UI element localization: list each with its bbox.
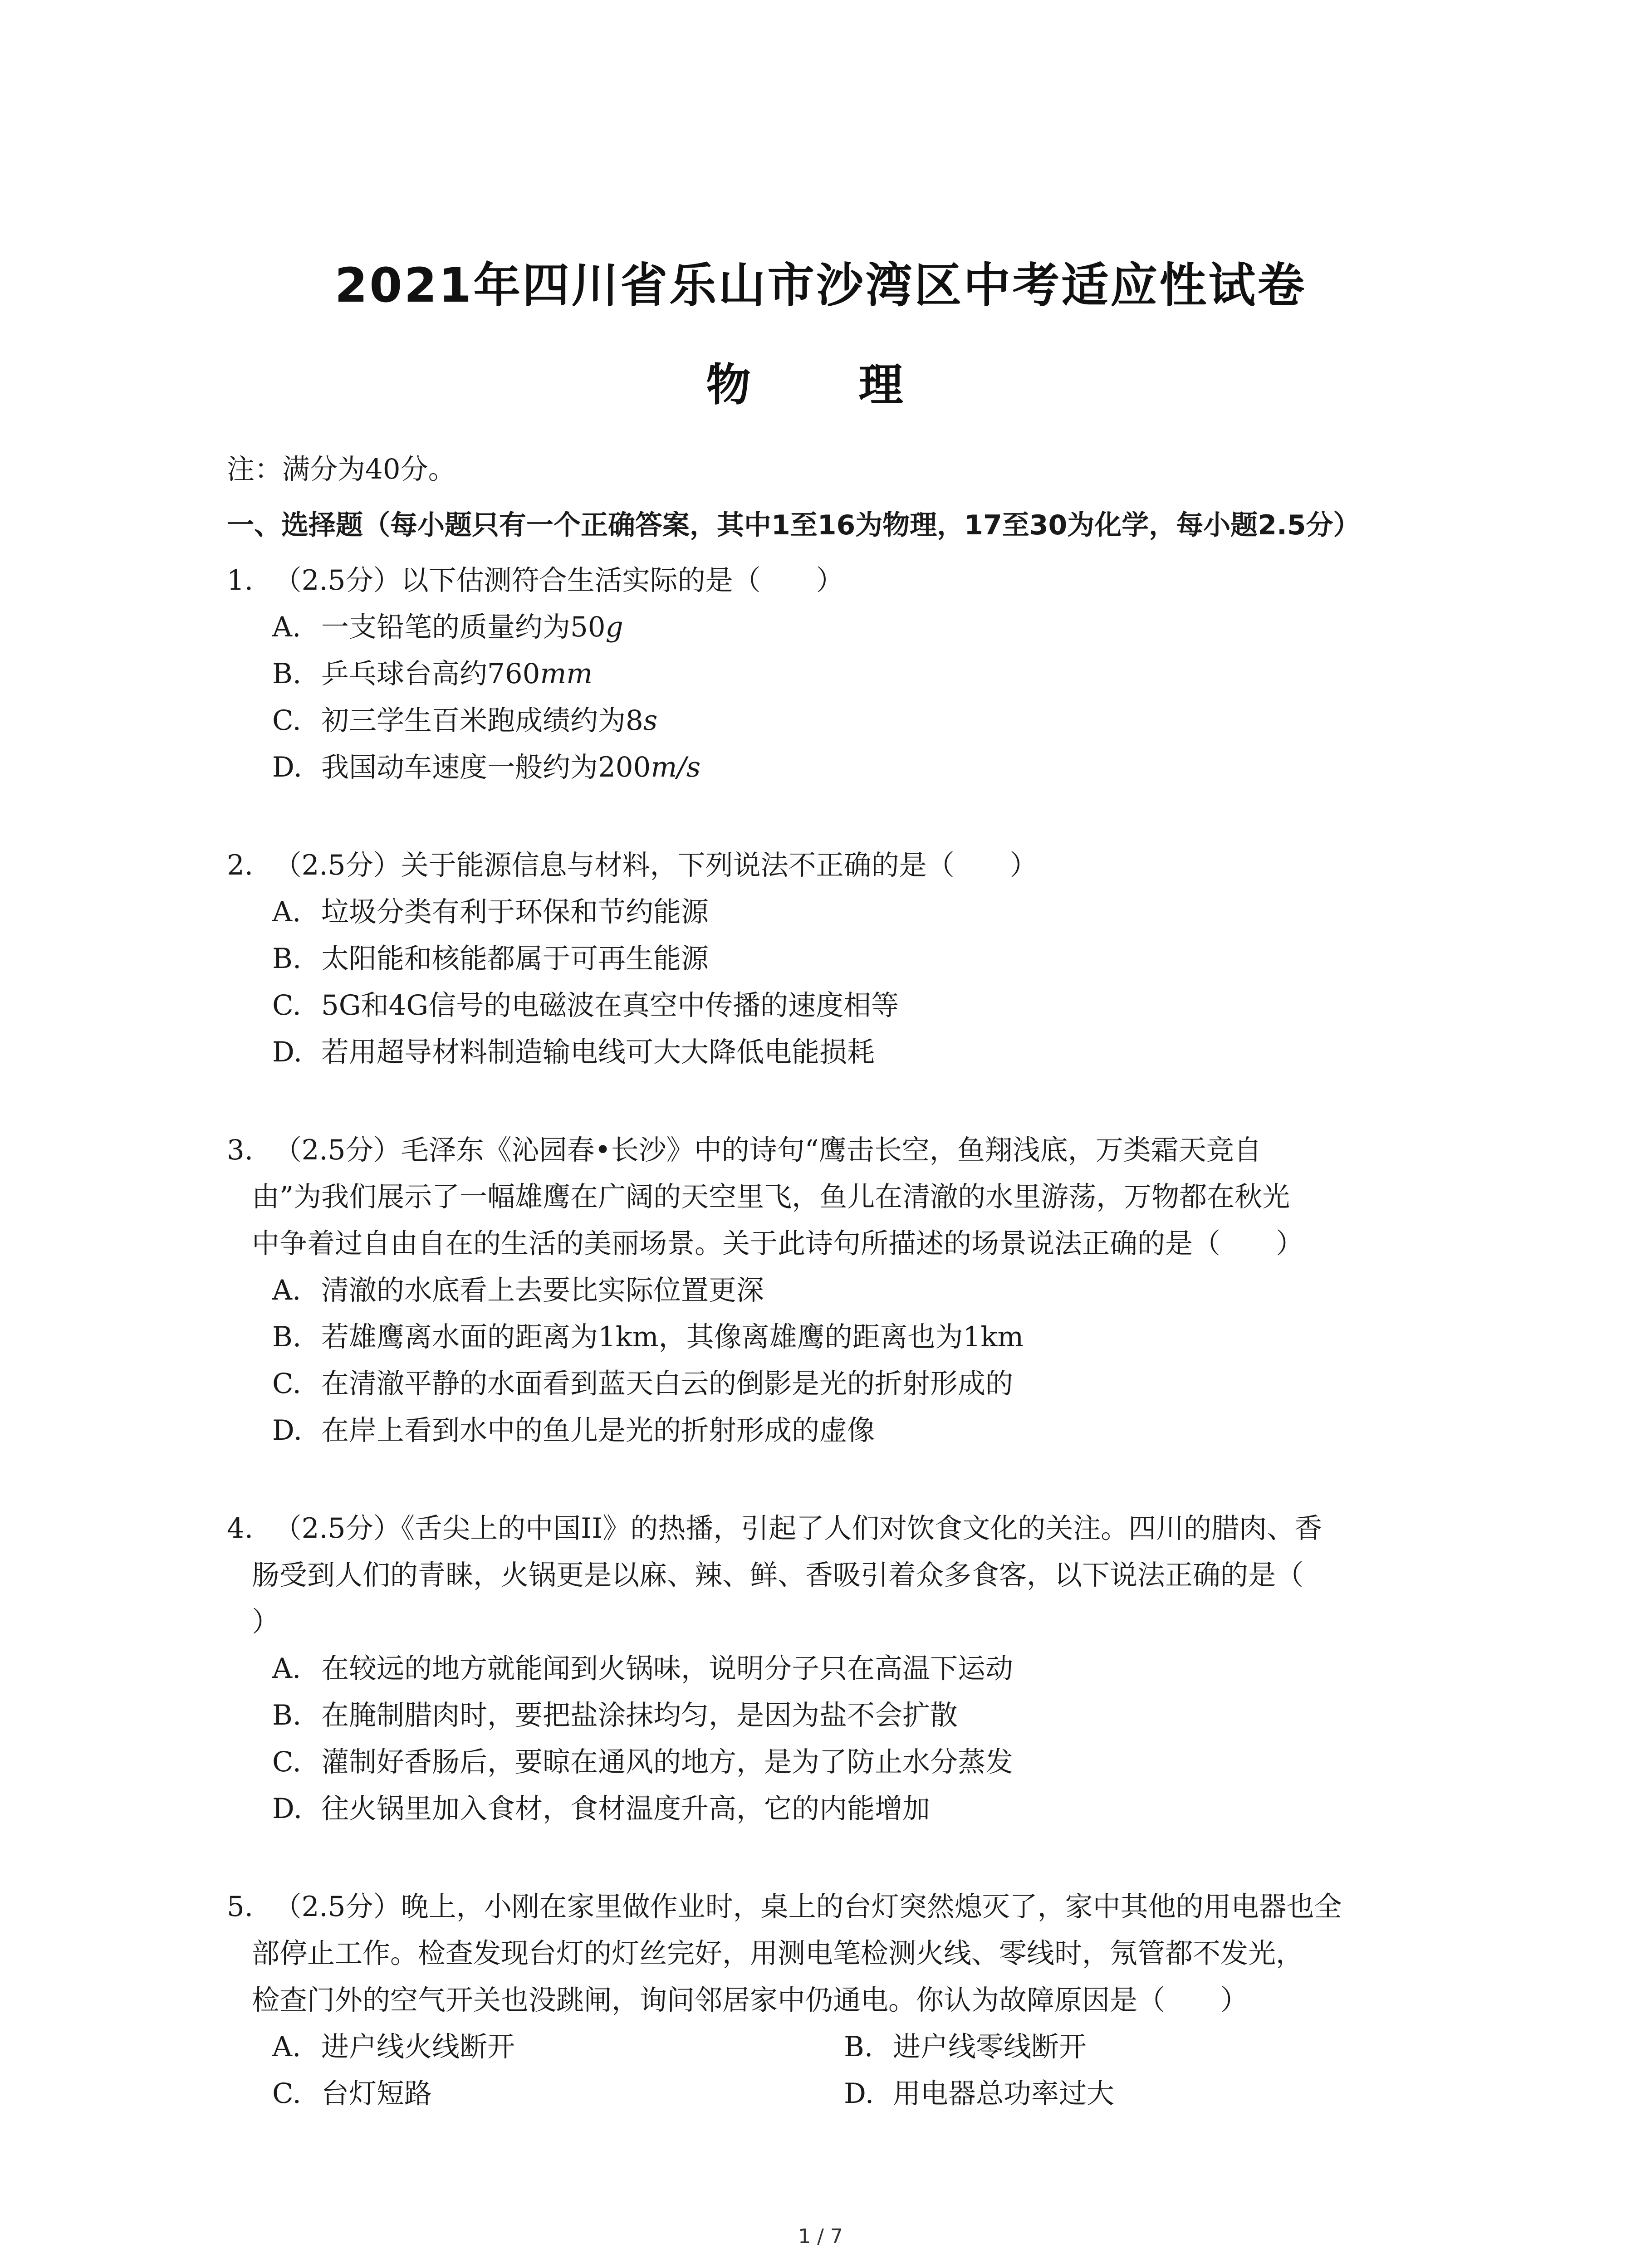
option-unit: s: [643, 704, 658, 737]
option-label: A.: [272, 1274, 301, 1306]
option-text: 进户线零线断开: [893, 2031, 1087, 2063]
question-4-stem-line-3: ）: [252, 1606, 280, 1638]
question-1-stem: [227, 562, 844, 599]
option-text: 我国动车速度一般约为200: [321, 751, 651, 783]
option-text: 在清澈平静的水面看到蓝天白云的倒影是光的折射形成的: [321, 1368, 1014, 1400]
question-1-option-a: [272, 609, 623, 645]
question-number: 2.: [227, 849, 254, 881]
option-unit: g: [605, 611, 623, 643]
question-text: （2.5分）晚上，小刚在家里做作业时，桌上的台灯突然熄灭了，家中其他的用电器也全: [274, 1891, 1342, 1923]
question-4-stem: [227, 1510, 1322, 1547]
option-label: D.: [272, 751, 303, 783]
option-label: D.: [272, 1414, 303, 1447]
option-label: B.: [272, 1699, 302, 1731]
question-2-option-d: [272, 1034, 875, 1070]
option-text: 若用超导材料制造输电线可大大降低电能损耗: [321, 1036, 875, 1068]
question-4-option-d: [272, 1791, 930, 1827]
option-label: C.: [272, 2077, 301, 2110]
question-number: 3.: [227, 1134, 254, 1166]
question-text: （2.5分）以下估测符合生活实际的是（ ）: [274, 564, 844, 596]
option-label: A.: [272, 896, 301, 928]
option-text: 清澈的水底看上去要比实际位置更深: [321, 1274, 764, 1306]
option-text: 往火锅里加入食材，食材温度升高，它的内能增加: [321, 1793, 931, 1825]
question-number: 4.: [227, 1512, 254, 1545]
question-2-option-b: [272, 941, 709, 977]
option-text: 垃圾分类有利于环保和节约能源: [321, 896, 709, 928]
question-5-option-c: [272, 2076, 432, 2112]
option-text: 在腌制腊肉时，要把盐涂抹均匀，是因为盐不会扩散: [321, 1699, 958, 1731]
question-number: 1.: [227, 564, 254, 596]
question-3-option-c: [272, 1366, 1013, 1402]
option-label: B.: [844, 2031, 873, 2063]
option-label: A.: [272, 611, 301, 643]
question-5-option-d: [844, 2076, 1114, 2112]
option-label: C.: [272, 1368, 301, 1400]
question-3-stem-line-3: 中争着过自由自在的生活的美丽场景。关于此诗句所描述的场景说法正确的是（ ）: [252, 1227, 1304, 1260]
question-3-stem-line-2: 由”为我们展示了一幅雄鹰在广阔的天空里飞，鱼儿在清澈的水里游荡，万物都在秋光: [252, 1181, 1290, 1213]
option-label: A.: [272, 1652, 301, 1685]
question-5-stem-line-3: 检查门外的空气开关也没跳闸，询问邻居家中仍通电。你认为故障原因是（ ）: [252, 1984, 1249, 2016]
question-1-option-c: [272, 703, 657, 739]
option-text: 若雄鹰离水面的距离为1km，其像离雄鹰的距离也为1km: [321, 1321, 1024, 1353]
question-5-stem: [227, 1889, 1342, 1925]
question-5-stem-line-2: 部停止工作。检查发现台灯的灯丝完好，用测电笔检测火线、零线时，氖管都不发光，: [252, 1937, 1304, 1970]
question-2-option-c: [272, 987, 899, 1024]
question-text: （2.5分）关于能源信息与材料，下列说法不正确的是（ ）: [274, 849, 1038, 881]
question-5-option-a: [272, 2029, 515, 2065]
option-text: 灌制好香肠后，要晾在通风的地方，是为了防止水分蒸发: [321, 1746, 1014, 1778]
page-number: 1 / 7: [798, 2225, 843, 2248]
option-label: A.: [272, 2031, 301, 2063]
option-text: 台灯短路: [321, 2077, 432, 2110]
question-number: 5.: [227, 1891, 254, 1923]
option-text: 一支铅笔的质量约为50: [321, 611, 606, 643]
question-5-option-b: [844, 2029, 1087, 2065]
question-4-option-c: [272, 1744, 1013, 1780]
option-label: D.: [272, 1036, 303, 1068]
question-3-option-a: [272, 1272, 764, 1309]
option-label: C.: [272, 989, 301, 1022]
option-text: 在较远的地方就能闻到火锅味，说明分子只在高温下运动: [321, 1652, 1014, 1685]
option-text: 太阳能和核能都属于可再生能源: [321, 943, 709, 975]
option-label: C.: [272, 1746, 301, 1778]
option-text: 进户线火线断开: [321, 2031, 515, 2063]
question-text: （2.5分）《舌尖上的中国II》的热播，引起了人们对饮食文化的关注。四川的腊肉、香: [274, 1512, 1323, 1545]
question-4-stem-line-2: 肠受到人们的青睐，火锅更是以麻、辣、鲜、香吸引着众多食客，以下说法正确的是（: [252, 1559, 1304, 1591]
question-3-option-b: [272, 1319, 1024, 1355]
option-label: B.: [272, 1321, 302, 1353]
question-1-option-b: [272, 656, 593, 692]
question-text: （2.5分）毛泽东《沁园春•长沙》中的诗句“鹰击长空，鱼翔浅底，万类霜天竞自: [274, 1134, 1262, 1166]
section-heading: 一、选择题（每小题只有一个正确答案，其中1至16为物理，17至30为化学，每小题2.5分）: [227, 509, 1361, 541]
score-note: 注：满分为40分。: [227, 453, 456, 485]
exam-title: 2021年四川省乐山市沙湾区中考适应性试卷: [334, 258, 1307, 313]
question-4-option-b: [272, 1697, 958, 1734]
option-text: 在岸上看到水中的鱼儿是光的折射形成的虚像: [321, 1414, 875, 1447]
option-label: B.: [272, 658, 302, 690]
option-unit: m/s: [651, 751, 701, 783]
option-unit: mm: [540, 658, 593, 690]
question-2-stem: [227, 847, 1038, 884]
option-text: 初三学生百米跑成绩约为8: [321, 704, 643, 737]
question-3-stem: [227, 1132, 1262, 1168]
question-2-option-a: [272, 894, 709, 930]
option-label: B.: [272, 943, 302, 975]
question-3-option-d: [272, 1413, 875, 1449]
question-1-option-d: [272, 749, 700, 786]
subject-title: 物 理: [706, 359, 935, 411]
option-label: D.: [272, 1793, 303, 1825]
question-4-option-a: [272, 1651, 1013, 1687]
option-text: 乒乓球台高约760: [321, 658, 540, 690]
option-label: C.: [272, 704, 301, 737]
option-text: 用电器总功率过大: [893, 2077, 1115, 2110]
option-text: 5G和4G信号的电磁波在真空中传播的速度相等: [321, 989, 899, 1022]
option-label: D.: [844, 2077, 874, 2110]
